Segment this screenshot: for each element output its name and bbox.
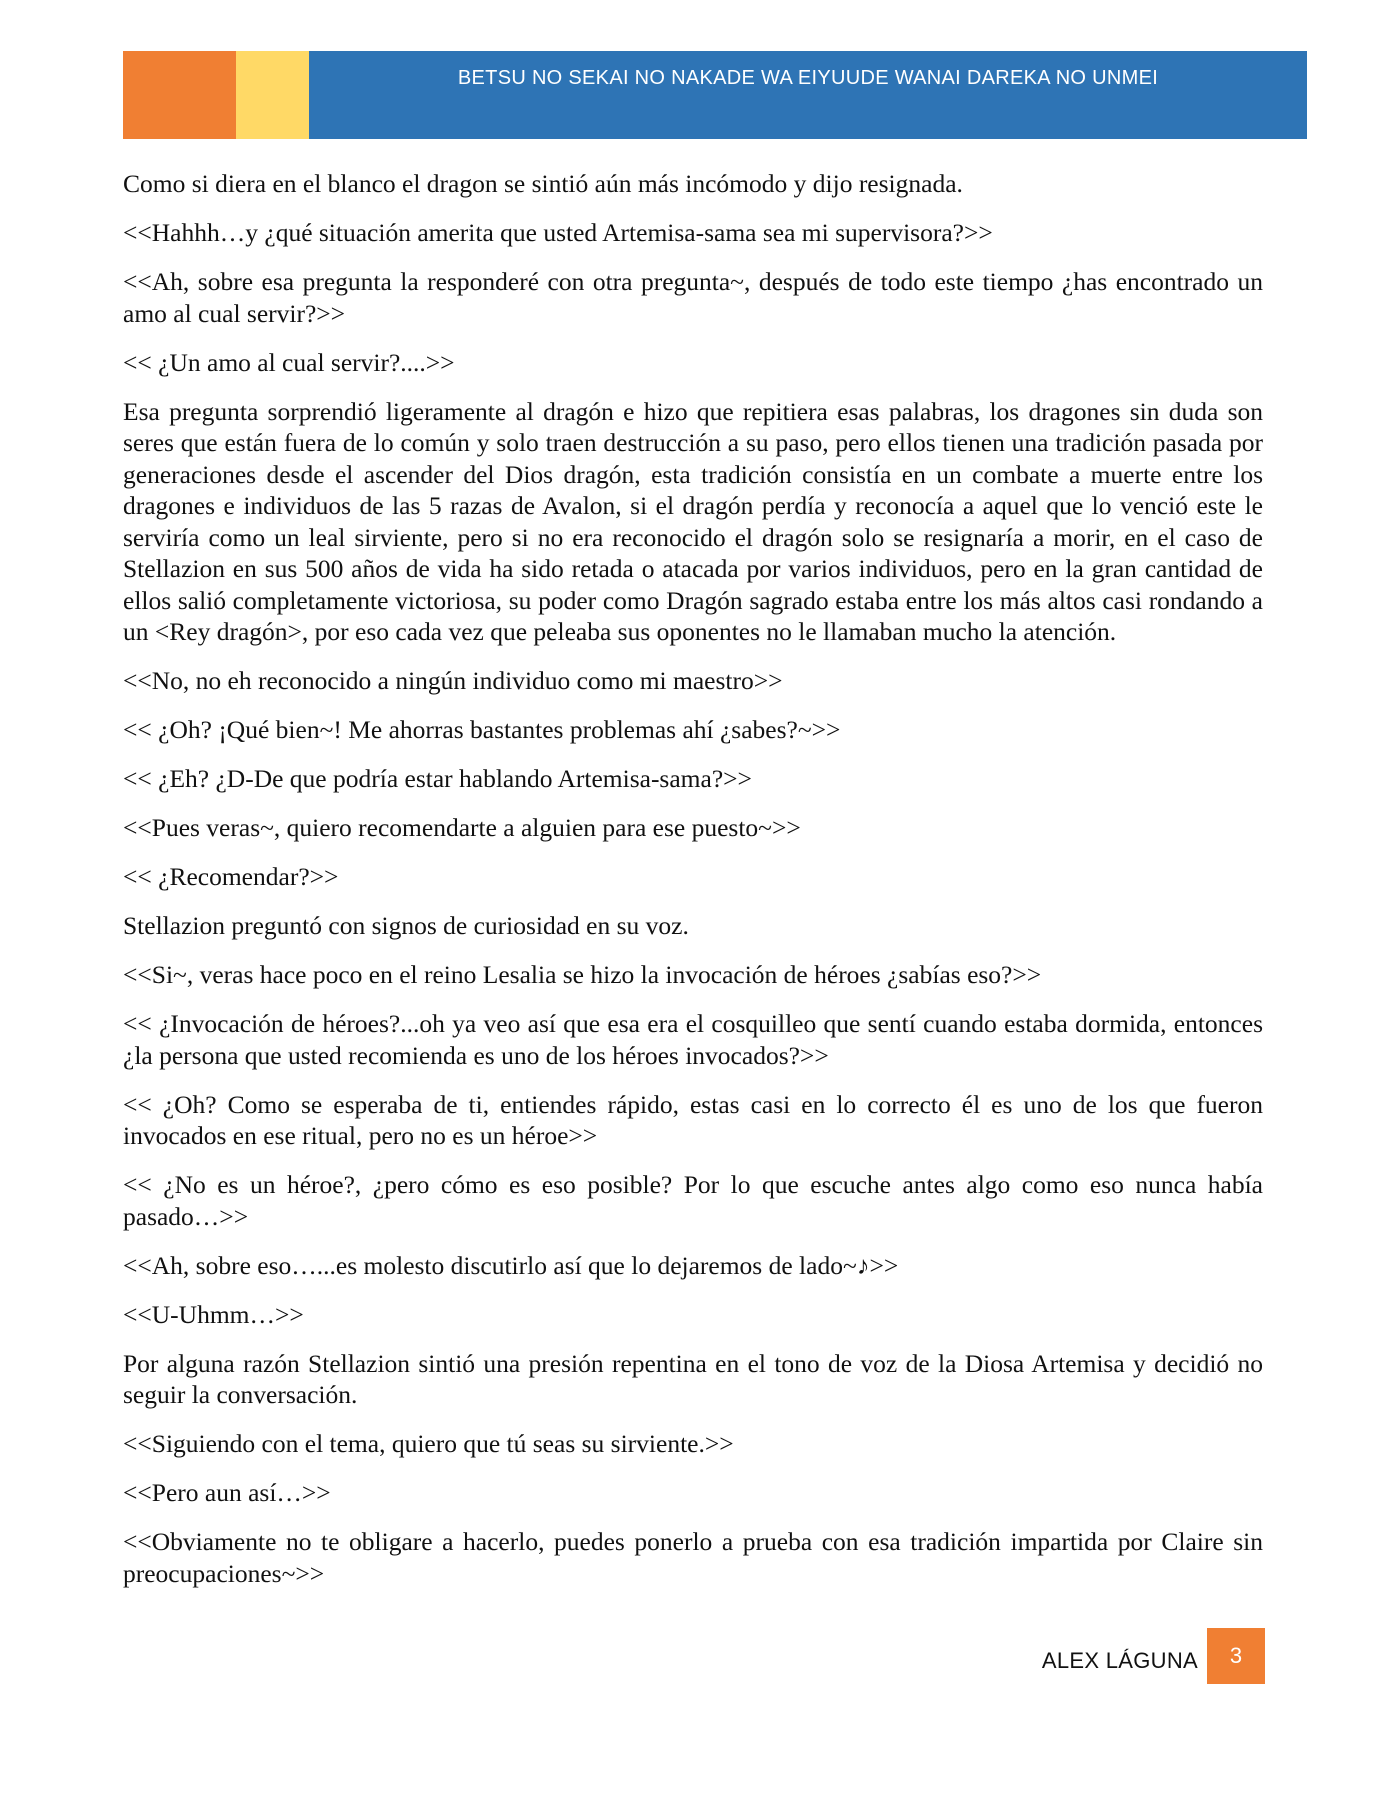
paragraph: << ¿Invocación de héroes?...oh ya veo así que esa era el cosquilleo que sentí cuando estaba dormida, entonces ¿la persona que usted recomienda es uno de los héroes invocados?>> xyxy=(123,1009,1263,1070)
page-number-badge xyxy=(1207,1628,1265,1684)
paragraph: <<Pues veras~, quiero recomendarte a alguien para ese puesto~>> xyxy=(123,813,801,842)
paragraph: <<Pero aun así…>> xyxy=(123,1478,331,1507)
paragraph: << ¿Eh? ¿D-De que podría estar hablando Artemisa-sama?>> xyxy=(123,764,752,793)
paragraph: Por alguna razón Stellazion sintió una presión repentina en el tono de voz de la Diosa Artemisa y decidió no seguir la conversación. xyxy=(123,1348,1263,1409)
paragraph: <<Hahhh…y ¿qué situación amerita que usted Artemisa-sama sea mi supervisora?>> xyxy=(123,218,993,247)
paragraph: <<U-Uhmm…>> xyxy=(123,1299,304,1329)
paragraph: <<Ah, sobre esa pregunta la responderé con otra pregunta~, después de todo este tiempo ¿has encontrado un amo al cual servir?>> xyxy=(123,267,1263,328)
paragraph: Esa pregunta sorprendió ligeramente al dragón e hizo que repitiera esas palabras, los dragones sin duda son seres que están fuera de lo común y solo traen destrucción a su paso, pero ellos tienen una tradición pasada por generaciones desde el ascender del Dios dragón, esta tradición consistía en un combate a muerte entre los dragones e individuos de las 5 razas de Avalon, si el dragón perdía y reconocía a aquel que lo venció este le serviría como un leal sirviente, pero si no era reconocido el dragón solo se resignaría a morir, en el caso de Stellazion en sus 500 años de vida ha sido retada o atacada por varios individuos, pero en la gran cantidad de ellos salió completamente victoriosa, su poder como Dragón sagrado estaba entre los más altos casi rondando a un <Rey dragón>, por eso cada vez que peleaba sus oponentes no le llamaban mucho la atención. xyxy=(123,396,1263,646)
paragraph: <<No, no eh reconocido a ningún individuo como mi maestro>> xyxy=(123,666,783,695)
body-text xyxy=(123,168,1263,1607)
paragraph: << ¿Recomendar?>> xyxy=(123,862,339,891)
page-header-banner xyxy=(123,51,1307,139)
header-orange-block xyxy=(123,51,236,139)
paragraph: <<Si~, veras hace poco en el reino Lesalia se hizo la invocación de héroes ¿sabías eso?>> xyxy=(123,960,1042,989)
paragraph: << ¿Un amo al cual servir?....>> xyxy=(123,347,455,377)
paragraph: <<Siguiendo con el tema, quiero que tú seas su sirviente.>> xyxy=(123,1429,734,1458)
paragraph: Como si diera en el blanco el dragon se sintió aún más incómodo y dijo resignada. xyxy=(123,169,963,198)
page-number: 3 xyxy=(1229,1643,1243,1668)
document-title: BETSU NO SEKAI NO NAKADE WA EIYUUDE WANAI DAREKA NO UNMEI xyxy=(457,67,1159,89)
paragraph: << ¿No es un héroe?, ¿pero cómo es eso posible? Por lo que escuche antes algo como eso nunca había pasado…>> xyxy=(123,1170,1263,1231)
paragraph: Stellazion preguntó con signos de curiosidad en su voz. xyxy=(123,911,689,940)
paragraph: <<Ah, sobre eso…...es molesto discutirlo así que lo dejaremos de lado~♪>> xyxy=(123,1250,899,1280)
header-title-bar xyxy=(309,51,1307,139)
footer-author: ALEX LÁGUNA xyxy=(1041,1648,1198,1673)
header-yellow-block xyxy=(236,51,309,139)
paragraph: << ¿Oh? ¡Qué bien~! Me ahorras bastantes problemas ahí ¿sabes?~>> xyxy=(123,715,841,744)
paragraph: << ¿Oh? Como se esperaba de ti, entiendes rápido, estas casi en lo correcto él es uno de los que fueron invocados en ese ritual, pero no es un héroe>> xyxy=(123,1089,1263,1150)
paragraph: <<Obviamente no te obligare a hacerlo, puedes ponerlo a prueba con esa tradición impartida por Claire sin preocupaciones~>> xyxy=(123,1527,1263,1588)
